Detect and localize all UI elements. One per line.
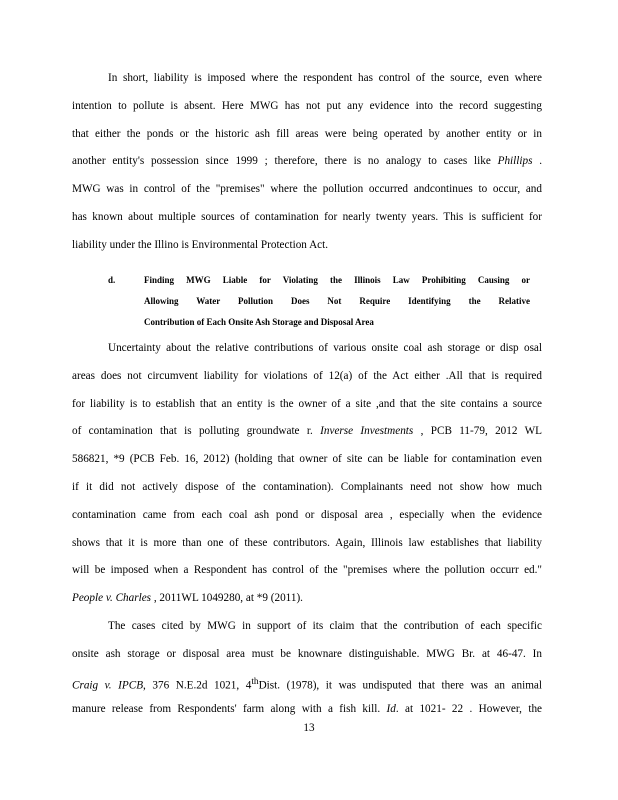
text-segment: . at 1021- 22 . However, the	[395, 703, 542, 716]
text-line: will be imposed when a Respondent has control of the "premises where the pollution occurr ed."	[72, 564, 542, 577]
text-line: has known about multiple sources of contamination for nearly twenty years. This is sufficient for	[72, 210, 542, 223]
text-line	[72, 418, 542, 446]
text-segment: , 376 N.E.2d 1021, 4	[143, 679, 252, 692]
text-segment: of contamination that is polluting groundwate r.	[72, 425, 313, 438]
text-segment: Dist. (1978), it was undisputed that there was an animal	[258, 679, 542, 692]
text-line: areas does not circumvent liability for violations of 12(a) of the Act either .All that is required	[72, 369, 542, 382]
paragraph-uncertainty	[72, 335, 542, 613]
superscript: th	[251, 676, 259, 687]
text-line	[72, 148, 542, 176]
text-line	[72, 696, 542, 724]
text-line	[72, 585, 542, 613]
section-heading-d	[108, 270, 530, 333]
text-line: if it did not actively dispose of the contamination). Complainants need not show how much	[72, 480, 542, 493]
text-line: The cases cited by MWG in support of its claim that the contribution of each specific	[108, 620, 542, 632]
heading-line	[108, 270, 530, 291]
case-citation: Id	[386, 703, 396, 716]
text-line: In short, liability is imposed where the respondent has control of the source, even where	[108, 72, 542, 84]
text-line: onsite ash storage or disposal area must be knownare distinguishable. MWG Br. at 46-47. In	[72, 647, 542, 660]
heading-text: Finding MWG Liable for Violating the Illinois Law Prohibiting Causing or	[144, 275, 530, 285]
text-line: shows that it is more than one of these contributors. Again, Illinois law establishes that liability	[72, 536, 542, 549]
case-citation: Inverse Investments	[320, 425, 414, 438]
text-line: liability under the Illino is Environmental Protection Act.	[72, 238, 329, 251]
text-line: for liability is to establish that an entity is the owner of a site ,and that the site contains a source	[72, 397, 542, 410]
page-number: 13	[303, 722, 315, 734]
text-line: that either the ponds or the historic ash fill areas were being operated by another entity or in	[72, 127, 542, 140]
text-segment: manure release from Respondents' farm along with a fish kill.	[72, 703, 381, 716]
heading-letter: d.	[108, 275, 116, 285]
text-segment: , PCB 11-79, 2012 WL	[420, 425, 543, 438]
heading-line: Allowing Water Pollution Does Not Require Identifying the Relative	[144, 296, 530, 306]
case-citation: Phillips	[497, 155, 533, 168]
text-segment: .	[532, 155, 543, 168]
text-line	[72, 669, 542, 697]
text-line: MWG was in control of the "premises" where the pollution occurred andcontinues to occur, and	[72, 183, 542, 196]
paragraph-liability-control	[72, 65, 542, 260]
text-segment: , 2011WL 1049280, at *9 (2011).	[153, 592, 303, 605]
paragraph-cases-cited	[72, 613, 542, 724]
text-segment: another entity's possession since 1999 ; therefore, there is no analogy to cases like	[72, 155, 491, 168]
case-citation: People v. Charles	[72, 592, 152, 605]
text-line: Uncertainty about the relative contributions of various onsite coal ash storage or disp osal	[108, 342, 542, 354]
text-line: intention to pollute is absent. Here MWG has not put any evidence into the record suggesting	[72, 99, 542, 112]
case-citation: Craig v. IPCB	[72, 679, 144, 692]
text-line: contamination came from each coal ash pond or disposal area , especially when the evidence	[72, 508, 542, 521]
text-line: 586821, *9 (PCB Feb. 16, 2012) (holding that owner of site can be liable for contamination even	[72, 453, 542, 466]
heading-line: Contribution of Each Onsite Ash Storage and Disposal Area	[144, 317, 374, 327]
